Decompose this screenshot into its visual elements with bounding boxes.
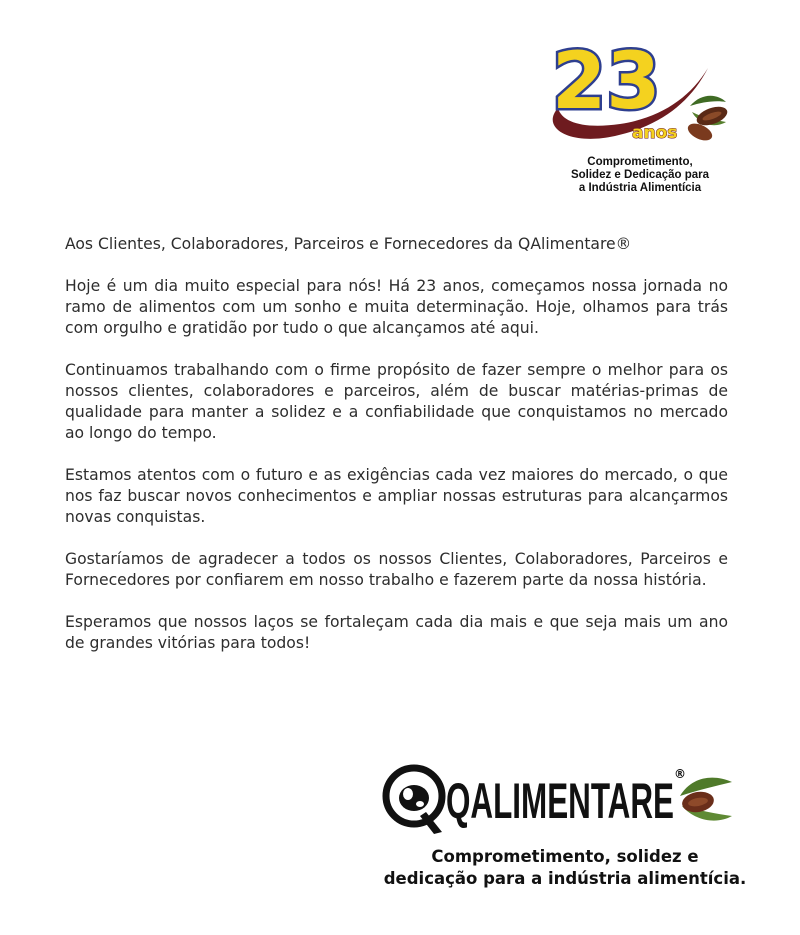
qalimentare-wordmark <box>380 752 740 842</box>
cacao-pod-icon <box>685 96 730 144</box>
anniversary-number: 23 <box>552 37 661 127</box>
anniversary-word: anos <box>632 123 678 143</box>
cow-q-icon <box>386 768 442 834</box>
letter-paragraph: Estamos atentos com o futuro e as exigências cada vez maiores do mercado, o que nos faz buscar novos conhecimentos e ampliar nossas estruturas para alcançarmos novas conquistas. <box>65 466 728 526</box>
brand-name: QALIMENTARE <box>446 773 674 829</box>
cacao-pod-icon <box>680 778 732 821</box>
letter-paragraph: Continuamos trabalhando com o firme propósito de fazer sempre o melhor para os nossos clientes, colaboradores e parceiros, além de buscar matérias-primas de qualidade para manter a solidez e a confiabilidade que conquistamos no mercado ao longo do tempo. <box>65 361 728 442</box>
letter-salutation: Aos Clientes, Colaboradores, Parceiros e Fornecedores da QAlimentare® <box>65 235 632 253</box>
brand-tagline: Comprometimento, solidez e dedicação para a indústria alimentícia. <box>383 847 747 888</box>
anniversary-logo <box>540 28 740 203</box>
anniversary-tagline: Comprometimento, Solidez e Dedicação para a Indústria Alimentícia <box>570 156 710 194</box>
anniversary-emblem <box>540 28 740 158</box>
letter-paragraph: Gostaríamos de agradecer a todos os nossos Clientes, Colaboradores, Parceiros e Fornecedores por confiarem em nosso trabalho e fazerem parte da nossa história. <box>65 550 728 589</box>
letter-body <box>65 234 728 675</box>
registered-mark: ® <box>674 767 686 781</box>
qalimentare-logo <box>380 752 740 842</box>
letter-paragraph: Hoje é um dia muito especial para nós! Há 23 anos, começamos nossa jornada no ramo de alimentos com um sonho e muita determinação. Hoje, olhamos para trás com orgulho e gratidão por tudo o que alcançamos até aqui. <box>65 277 728 337</box>
letter-paragraph: Esperamos que nossos laços se fortaleçam cada dia mais e que seja mais um ano de grandes vitórias para todos! <box>65 613 728 652</box>
